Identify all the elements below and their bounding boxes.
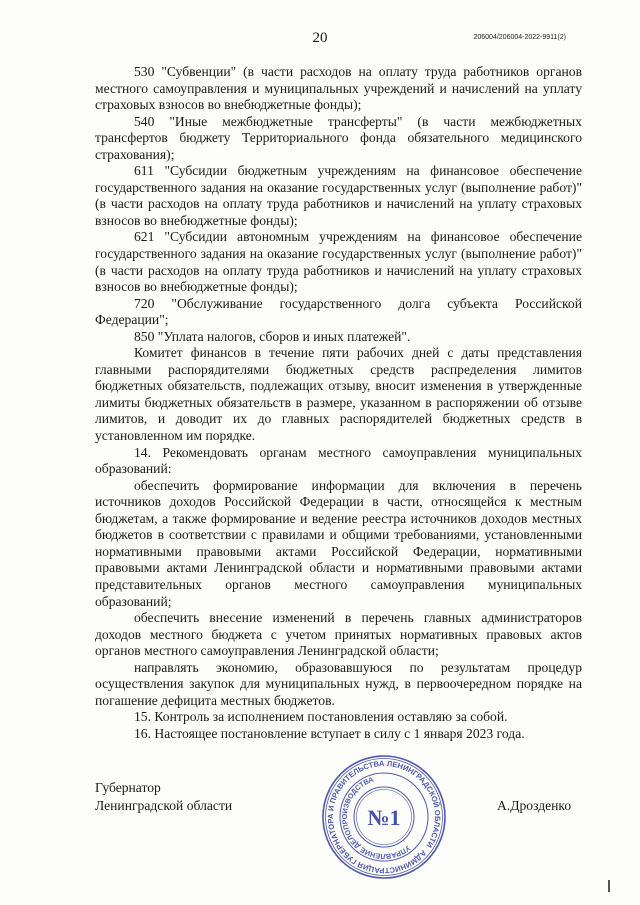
paragraph-income-sources: обеспечить формирование информации для включения в перечень источников доходов Российской Федерации в части, относящейся к местным бюджетам, а также формирование и ведение реестра источников доходов местных бюджетов в соответствии с правилами и общими требованиями, установленными нормативными правовыми актами Российской Федерации, нормативными правовыми актами Ленинградской области и нормативными правовыми актами представительных органов местного самоуправления муниципальных образований; bbox=[95, 477, 582, 609]
paragraph-16-effective-date: 16. Настоящее постановление вступает в силу с 1 января 2023 года. bbox=[134, 725, 525, 741]
paragraph-720-debt-service: 720 "Обслуживание государственного долга субъекта Российской Федерации"; bbox=[95, 295, 582, 328]
paragraph-administrators-list: обеспечить внесение изменений в перечень главных администраторов доходов местного бюджета с учетом принятых нормативных правовых актов органов местного самоуправления Ленинградской области; bbox=[95, 610, 582, 659]
signatory-name: А.Дрозденко bbox=[497, 798, 572, 813]
page-number: 20 bbox=[312, 30, 328, 46]
seal-inner-text: УПРАВЛЕНИЕ ДЕЛОПРОИЗВОДСТВА bbox=[339, 774, 413, 862]
paragraph-621-autonomous-subsidies: 621 "Субсидии автономным учреждениям на финансовое обеспечение государственного задания на оказание государственных услуг (выполнение работ)" (в части расходов на оплату труда работников и начислений на уплату страховых взносов во внебюджетные фонды); bbox=[95, 229, 582, 295]
signatory-title: Губернатор bbox=[95, 780, 161, 795]
document-code: 206004/206004-2022-9911(2) bbox=[473, 34, 566, 41]
paragraph-530-subventions: 530 "Субвенции" (в части расходов на оплату труда работников органов местного самоуправления и муниципальных учреждений и начислений на уплату страховых взносов во внебюджетные фонды); bbox=[95, 64, 582, 113]
paragraph-finance-committee: Комитет финансов в течение пяти рабочих дней с даты представления главными распорядителями бюджетных средств распределения лимитов бюджетных обязательств, подлежащих отзыву, вносит изменения в утвержденные лимиты бюджетных обязательств в размере, указанном в распоряжении об отзыве лимитов, и доводит их до главных распорядителей бюджетных средств в установленном им порядке. bbox=[95, 345, 582, 444]
paragraph-850-taxes: 850 "Уплата налогов, сборов и иных платежей". bbox=[134, 328, 411, 344]
seal-outer-text: АДМИНИСТРАЦИЯ ГУБЕРНАТОРА И ПРАВИТЕЛЬСТВА ЛЕНИНГРАДСКОЙ ОБЛАСТИ bbox=[325, 758, 443, 876]
signatory-region: Ленинградской области bbox=[95, 798, 233, 813]
paragraph-14-recommendation: 14. Рекомендовать органам местного самоуправления муниципальных образований: bbox=[95, 444, 582, 477]
official-seal-stamp bbox=[321, 754, 447, 880]
signatory-position bbox=[95, 779, 232, 815]
paragraph-611-budget-subsidies: 611 "Субсидии бюджетным учреждениям на финансовое обеспечение государственного задания на оказание государственных услуг (выполнение работ)" (в части расходов на оплату труда работников и начислений на уплату страховых взносов во внебюджетные фонды); bbox=[95, 163, 582, 228]
paragraph-540-transfers: 540 "Иные межбюджетные трансферты" (в части межбюджетных трансфертов бюджету Территориального фонда обязательного медицинского страхования); bbox=[95, 113, 582, 162]
paragraph-15-control: 15. Контроль за исполнением постановления оставляю за собой. bbox=[134, 709, 508, 725]
seal-number: №1 bbox=[367, 805, 401, 830]
scan-mark bbox=[608, 880, 610, 892]
paragraph-procurement-savings: направлять экономию, образовавшуюся по результатам процедур осуществления закупок для муниципальных нужд, в первоочередном порядке на погашение дефицита местных бюджетов. bbox=[95, 659, 582, 708]
document-body bbox=[95, 64, 582, 742]
